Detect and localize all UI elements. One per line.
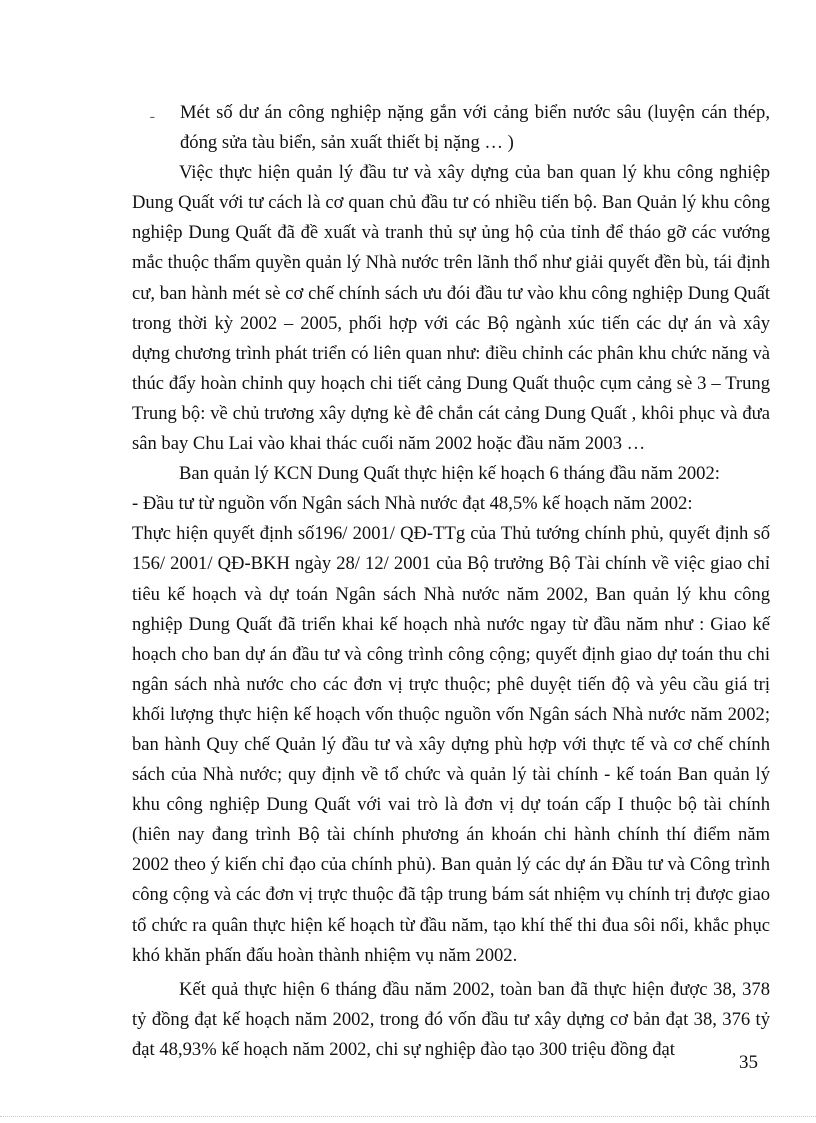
paragraph-six-month-plan: Ban quản lý KCN Dung Quất thực hiện kế hoạch 6 tháng đầu năm 2002: [179,463,720,485]
bullet-item-text: Mét số dư án công nghiệp nặng gắn với cảng biển nước sâu (luyện cán thép, đóng sửa tàu biển, sản xuất thiết bị nặng … ) [180,102,770,154]
paragraph-state-budget-investment: - Đầu tư từ nguồn vốn Ngân sách Nhà nước đạt 48,5% kế hoạch năm 2002: [132,493,693,515]
paragraph-decision-implementation: Thực hiện quyết định số196/ 2001/ QĐ-TTg của Thủ tướng chính phủ, quyết định số 156/ 2001/ QĐ-BKH ngày 28/ 12/ 2001 của Bộ trưởng Bộ Tài chính về việc giao chỉ tiêu kế hoạch và dự toán Ngân sách Nhà nước năm 2002, Ban quản lý khu công nghiệp Dung Quất đã triển khai kế hoạch nhà nước ngay từ đầu năm như : Giao kế hoạch cho ban dự án đầu tư và công trình công cộng; quyết định giao dự toán thu chi ngân sách nhà nước cho các đơn vị trực thuộc; phê duyệt tiến độ và yêu cầu giá trị khối lượng thực hiện kế hoạch vốn thuộc nguồn vốn Ngân sách Nhà nước năm 2002; ban hành Quy chế Quản lý đầu tư và xây dựng phù hợp với thực tế và cơ chế chính sách của Nhà nước; quy định về tổ chức và quản lý tài chính - kế toán Ban quản lý khu công nghiệp Dung Quất với vai trò là đơn vị dự toán cấp I thuộc bộ tài chính (hiên nay đang trình Bộ tài chính phương án khoán chi hành chính thí điểm năm 2002 theo ý kiến chỉ đạo của chính phủ). Ban quản lý các dự án Đầu tư và Công trình công cộng và các đơn vị trực thuộc đã tập trung bám sát nhiệm vụ chính trị được giao tổ chức ra quân thực hiện kế hoạch từ đầu năm, tạo khí thế thi đua sôi nổi, khắc phục khó khăn phấn đấu hoàn thành nhiệm vụ năm 2002. [132,523,770,966]
page-number: 35 [739,1052,758,1073]
bullet-item [132,98,770,158]
paragraph-management-progress: Việc thực hiện quản lý đầu tư và xây dựng của ban quan lý khu công nghiệp Dung Quất với tư cách là cơ quan chủ đầu tư có nhiều tiến bộ. Ban Quản lý khu công nghiệp Dung Quất đã đề xuất và tranh thủ sự ủng hộ của tỉnh để tháo gỡ các vướng mắc thuộc thẩm quyền quản lý Nhà nước trên lãnh thổ như giải quyết đền bù, tái định cư, ban hành mét sè cơ chế chính sách ưu đói đầu tư vào khu công nghiệp Dung Quất trong thời kỳ 2002 – 2005, phối hợp với các Bộ ngành xúc tiến các dự án và xây dựng chương trình phát triển có liên quan như: điều chỉnh các phân khu chức năng và thúc đẩy hoàn chỉnh quy hoạch chi tiết cảng Dung Quất thuộc cụm cảng sè 3 – Trung Trung bộ: về chủ trương xây dựng kè đê chắn cát cảng Dung Quất , khôi phục và đưa sân bay Chu Lai vào khai thác cuối năm 2002 hoặc đầu năm 2003 … [132,162,770,455]
body-text [132,98,770,1065]
bullet-marker: ˍ [150,105,155,120]
page-bottom-border [0,1116,816,1117]
paragraph-results: Kết quả thực hiện 6 tháng đầu năm 2002, toàn ban đã thực hiện được 38, 378 tỷ đồng đạt kế hoạch năm 2002, trong đó vốn đầu tư xây dựng cơ bản đạt 38, 376 tỷ đạt 48,93% kế hoạch năm 2002, chi sự nghiệp đào tạo 300 triệu đồng đạt [132,978,770,1060]
